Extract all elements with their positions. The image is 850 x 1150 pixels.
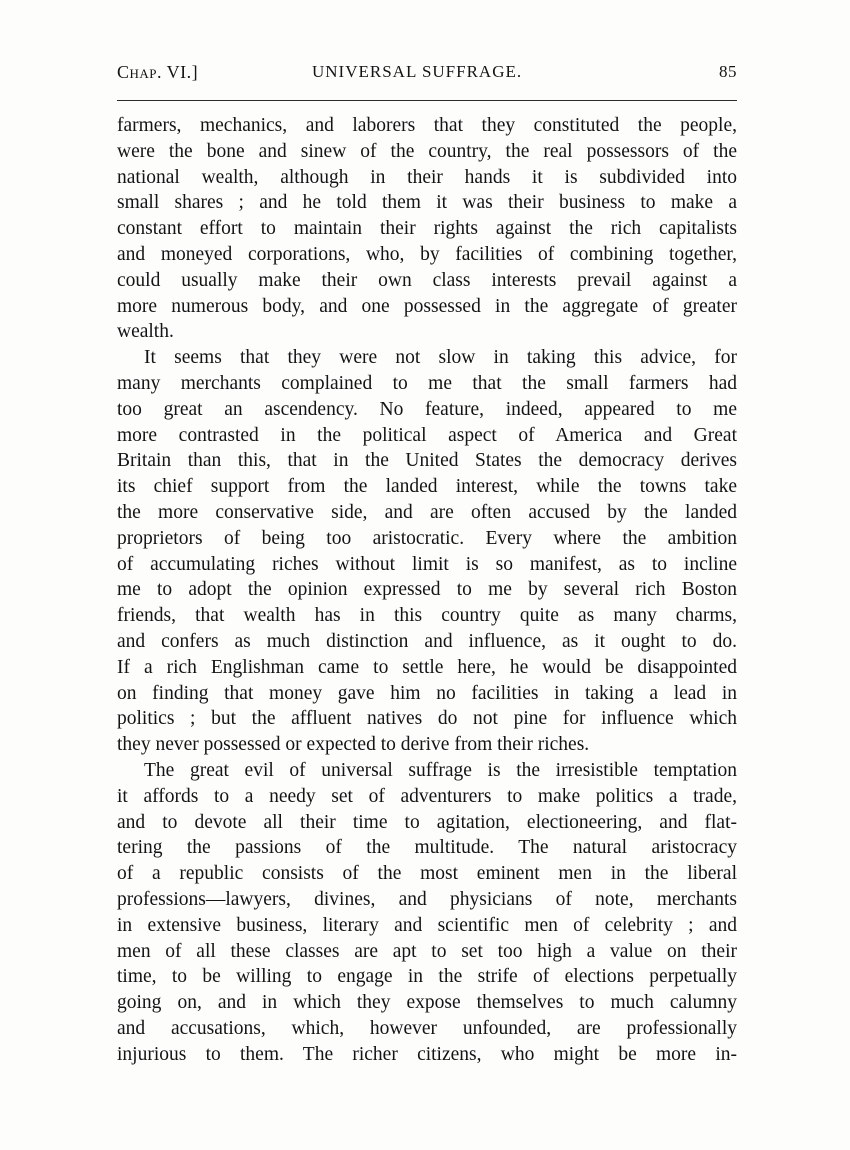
text-line: Britain than this, that in the United States the democracy derives bbox=[117, 450, 737, 472]
text-line: proprietors of being too aristocratic. Every where the ambition bbox=[117, 527, 737, 549]
text-line: me to adopt the opinion expressed to me by several rich Boston bbox=[117, 579, 737, 601]
text-line: more numerous body, and one possessed in the aggregate of greater bbox=[117, 295, 737, 317]
text-line: national wealth, although in their hands it is subdivided into bbox=[117, 166, 737, 188]
text-line: time, to be willing to engage in the strife of elections perpetually bbox=[117, 966, 737, 988]
page-number: 85 bbox=[719, 62, 737, 81]
text-line: more contrasted in the political aspect of America and Great bbox=[117, 424, 737, 446]
text-line: The great evil of universal suffrage is the irresistible temptation bbox=[144, 759, 737, 781]
text-line: and confers as much distinction and influence, as it ought to do. bbox=[117, 630, 737, 652]
text-line: and to devote all their time to agitation, electioneering, and flat- bbox=[117, 811, 737, 833]
text-line: were the bone and sinew of the country, the real possessors of the bbox=[117, 140, 737, 162]
header-rule bbox=[117, 100, 737, 101]
text-line: professions—lawyers, divines, and physicians of note, merchants bbox=[117, 888, 737, 910]
text-line: it affords to a needy set of adventurers to make politics a trade, bbox=[117, 785, 737, 807]
text-line: in extensive business, literary and scientific men of celebrity ; and bbox=[117, 914, 737, 936]
running-head bbox=[117, 62, 737, 86]
text-line: tering the passions of the multitude. The natural aristocracy bbox=[117, 837, 737, 859]
text-line: going on, and in which they expose themselves to much calumny bbox=[117, 992, 737, 1014]
paragraph bbox=[117, 345, 737, 758]
text-line: wealth. bbox=[117, 321, 174, 343]
text-line: and accusations, which, however unfounded, are professionally bbox=[117, 1017, 737, 1039]
text-line: its chief support from the landed interest, while the towns take bbox=[117, 476, 737, 498]
text-line: many merchants complained to me that the small farmers had bbox=[117, 372, 737, 394]
chapter-reference: Chap. VI.] bbox=[117, 62, 199, 82]
text-line: constant effort to maintain their rights against the rich capitalists bbox=[117, 218, 737, 240]
text-line: injurious to them. The richer citizens, who might be more in- bbox=[117, 1043, 737, 1065]
text-line: and moneyed corporations, who, by facilities of combining together, bbox=[117, 243, 737, 265]
text-line: of accumulating riches without limit is so manifest, as to incline bbox=[117, 553, 737, 575]
text-line: on finding that money gave him no facilities in taking a lead in bbox=[117, 682, 737, 704]
paragraph bbox=[117, 113, 737, 345]
body-text bbox=[117, 113, 737, 1067]
text-line: the more conservative side, and are often accused by the landed bbox=[117, 501, 737, 523]
paragraph bbox=[117, 758, 737, 1068]
text-line: If a rich Englishman came to settle here, he would be disappointed bbox=[117, 656, 737, 678]
text-line: friends, that wealth has in this country quite as many charms, bbox=[117, 605, 737, 627]
text-line: too great an ascendency. No feature, indeed, appeared to me bbox=[117, 398, 737, 420]
text-line: farmers, mechanics, and laborers that they constituted the people, bbox=[117, 115, 737, 136]
running-title: UNIVERSAL SUFFRAGE. bbox=[312, 62, 523, 81]
text-line: small shares ; and he told them it was their business to make a bbox=[117, 192, 737, 214]
text-line: politics ; but the affluent natives do not pine for influence which bbox=[117, 708, 737, 730]
text-line: It seems that they were not slow in taking this advice, for bbox=[144, 347, 737, 369]
text-line: of a republic consists of the most eminent men in the liberal bbox=[117, 863, 737, 885]
text-line: could usually make their own class interests prevail against a bbox=[117, 269, 737, 291]
text-line: men of all these classes are apt to set too high a value on their bbox=[117, 940, 737, 962]
text-line: they never possessed or expected to derive from their riches. bbox=[117, 734, 590, 756]
